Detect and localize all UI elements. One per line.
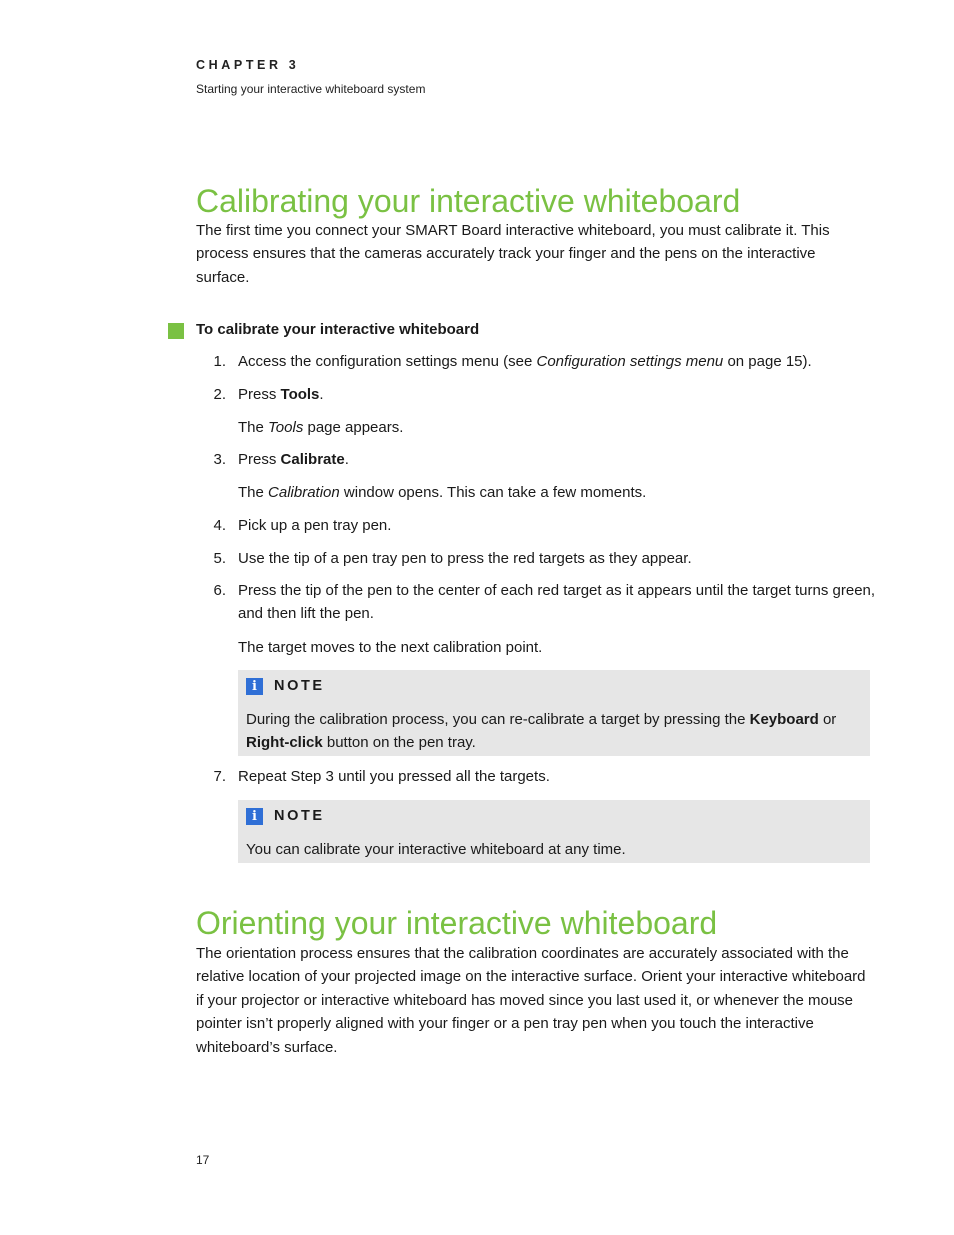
step-number: 3. (213, 451, 226, 468)
chapter-subtitle: Starting your interactive whiteboard system (196, 82, 426, 96)
step-6-text: Press the tip of the pen to the center of each red target as it appears until the target turns green, and then lift the pen. (238, 582, 876, 623)
orienting-line: if your projector or interactive whiteboard has moved since you last used it, or whenever the mouse (196, 991, 853, 1009)
step-7-text: Repeat Step 3 until you pressed all the targets. (238, 768, 550, 785)
procedure-marker-icon (168, 323, 184, 339)
info-icon: i (246, 678, 263, 695)
note-box (238, 670, 870, 756)
intro-line: The first time you connect your SMART Board interactive whiteboard, you must calibrate it. This (196, 222, 830, 239)
step-1-link-text: Configuration settings menu (536, 353, 724, 370)
section-heading-calibrating: Calibrating your interactive whiteboard (196, 183, 741, 219)
calibrating-intro (196, 219, 876, 289)
step-5-text: Use the tip of a pen tray pen to press the red targets as they appear. (238, 550, 692, 567)
step-6-result: The target moves to the next calibration point. (238, 639, 543, 656)
step-number: 2. (213, 386, 226, 403)
step-3-result: The Calibration window opens. This can take a few moments. (238, 484, 647, 501)
step-2-text: Press Tools. (238, 386, 324, 403)
orienting-line: The orientation process ensures that the calibration coordinates are accurately associated with the (196, 945, 849, 962)
step-number: 7. (213, 768, 226, 785)
note-box (238, 800, 870, 863)
orienting-line: whiteboard’s surface. (196, 1038, 338, 1056)
note-text: You can calibrate your interactive whiteboard at any time. (246, 841, 626, 858)
note-label: NOTE (274, 678, 325, 694)
step-3-text: Press Calibrate. (238, 451, 349, 468)
section-heading-orienting: Orienting your interactive whiteboard (196, 905, 718, 941)
step-number: 4. (213, 517, 226, 534)
orienting-line: relative location of your projected image on the interactive surface. Orient your interactive whiteboard (196, 968, 866, 986)
intro-line: surface. (196, 268, 250, 286)
step-number: 5. (213, 550, 226, 567)
orienting-line: pointer isn’t properly aligned with your finger or a pen tray pen when you touch the interactive (196, 1015, 814, 1033)
procedure-title: To calibrate your interactive whiteboard (196, 321, 480, 338)
intro-line: process ensures that the cameras accurately track your finger and the pens on the interactive (196, 245, 816, 263)
step-number: 1. (213, 353, 226, 370)
step-number: 6. (213, 582, 226, 599)
chapter-label: CHAPTER 3 (196, 58, 300, 72)
step-2-result: The Tools page appears. (238, 419, 404, 436)
step-1-text: Access the configuration settings menu (see Configuration settings menu on page 15). (238, 353, 812, 370)
note-text: During the calibration process, you can re-calibrate a target by pressing the Keyboard or Right-click button on the pen tray. (246, 711, 837, 752)
info-icon: i (246, 808, 263, 825)
step-4-text: Pick up a pen tray pen. (238, 517, 392, 534)
note-label: NOTE (274, 808, 325, 824)
orienting-intro (196, 942, 876, 1059)
page-number: 17 (196, 1153, 210, 1167)
